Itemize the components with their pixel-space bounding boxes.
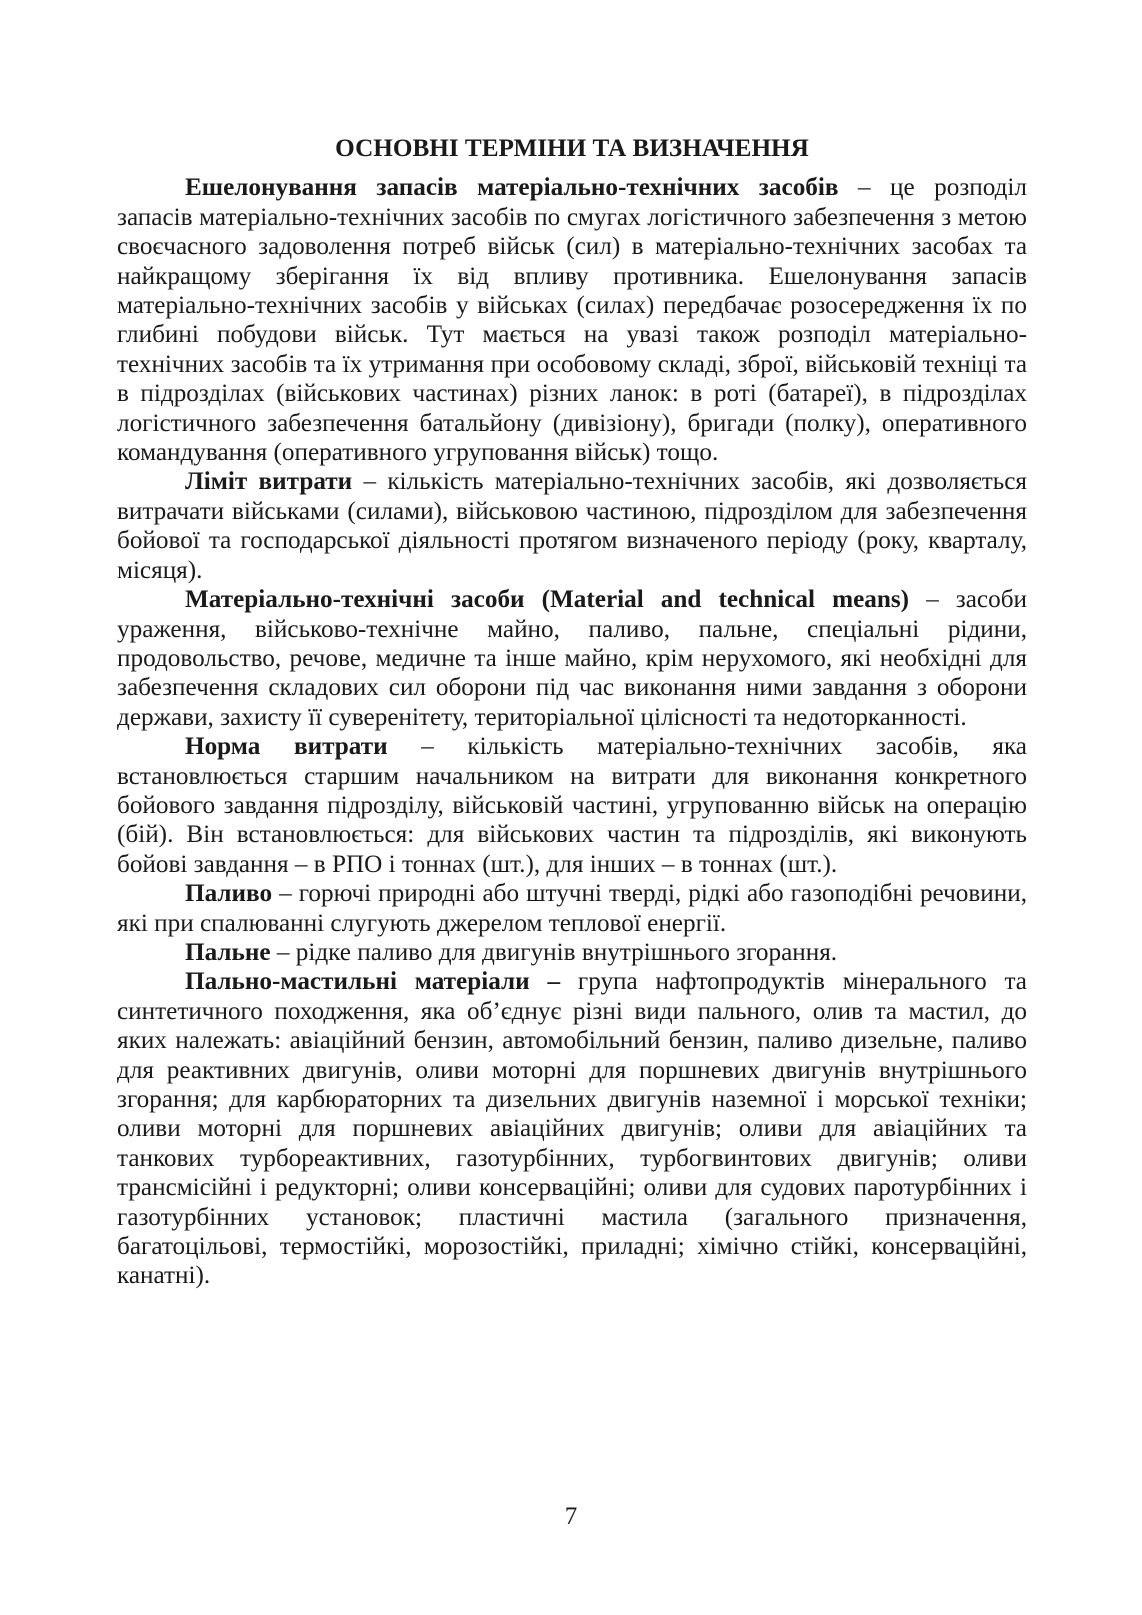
definition-echelon: – це розподіл запасів матеріально-технічних засобів по смугах логістичного забезпечення з метою своєчасного задоволення потреб військ (сил) в матеріально-технічних засобах та найкращому зберігання їх від впливу противника. Ешелонування запасів матеріально-технічних засобів у військах (силах) передбачає розосередження їх по глибині побудови військ. Тут мається на увазі також розподіл матеріально-технічних засобів та їх утримання при особовому складі, зброї, військовій техніці та в підрозділах (військових частинах) різних ланок: в роті (батареї), в підрозділах логістичного забезпечення батальйону (дивізіону), бригади (полку), оперативного командування (оперативного угруповання військ) тощо. [117,174,1027,467]
definition-norm: – кількість матеріально-технічних засобів, яка встановлюється старшим начальником на витрати для виконання конкретного бойового завдання підрозділу, військовій частині, угрупованню військ на операцію (бій). Він встановлюється: для військових частин та підрозділів, які виконують бойові завдання – в РПО і тоннах (шт.), для інших – в тоннах (шт.). [117,733,1027,878]
term-motor-fuel: Пальне [185,938,271,966]
document-page [117,120,1027,1291]
paragraph-norm [117,732,1027,879]
definition-motor-fuel: – рідке паливо для двигунів внутрішнього згорання. [270,938,838,966]
paragraph-limit [117,467,1027,585]
definition-lubricants: група нафтопродуктів мінерального та синтетичного походження, яка об’єднує різні види пального, олив та мастил, до яких належать: авіаційний бензин, автомобільний бензин, паливо дизельне, паливо для реактивних двигунів, оливи моторні для поршневих двигунів внутрішнього згорання; для карбюраторних та дизельних двигунів наземної і морської техніки; оливи моторні для поршневих авіаційних двигунів; оливи для авіаційних та танкових турбореактивних, газотурбінних, турбогвинтових двигунів; оливи трансмісійні і редукторні; оливи консерваційні; оливи для судових паротурбінних і газотурбінних установок; пластичні мастила (загального призначення, багатоцільові, термостійкі, морозостійкі, приладні; хімічно стійкі, консерваційні, канатні). [117,968,1027,1290]
term-echelon: Ешелонування запасів матеріально-технічних засобів [185,174,839,202]
section-title: ОСНОВНІ ТЕРМІНИ ТА ВИЗНАЧЕННЯ [335,135,809,162]
term-fuel: Паливо [185,880,273,908]
page-number: 7 [564,1503,578,1530]
paragraph-motor-fuel [117,938,1027,967]
paragraph-lubricants [117,967,1027,1290]
paragraph-material-means [117,585,1027,732]
paragraph-echelon [117,173,1027,467]
definition-material-means: – засоби ураження, військово-технічне майно, паливо, пальне, спеціальні рідини, продовольство, речове, медичне та інше майно, крім нерухомого, які необхідні для забезпечення складових сил оборони під час виконання ними завдання з оборони держави, захисту її суверенітету, територіальної цілісності та недоторканності. [117,586,1027,731]
term-lubricants: Пально-мастильні матеріали – [185,968,561,996]
definition-limit: – кількість матеріально-технічних засобів, які дозволяється витрачати військами (силами), військовою частиною, підрозділом для забезпечення бойової та господарської діяльності протягом визначеного періоду (року, кварталу, місяця). [117,468,1027,584]
term-limit: Ліміт витрати [185,468,353,496]
term-norm: Норма витрати [185,733,388,761]
term-material-means: Матеріально-технічні засоби (Material and technical means) [185,586,910,614]
paragraph-fuel [117,879,1027,938]
definition-fuel: – горючі природні або штучні тверді, рідкі або газоподібні речовини, які при спалюванні слугують джерелом теплової енергії. [117,880,1027,937]
